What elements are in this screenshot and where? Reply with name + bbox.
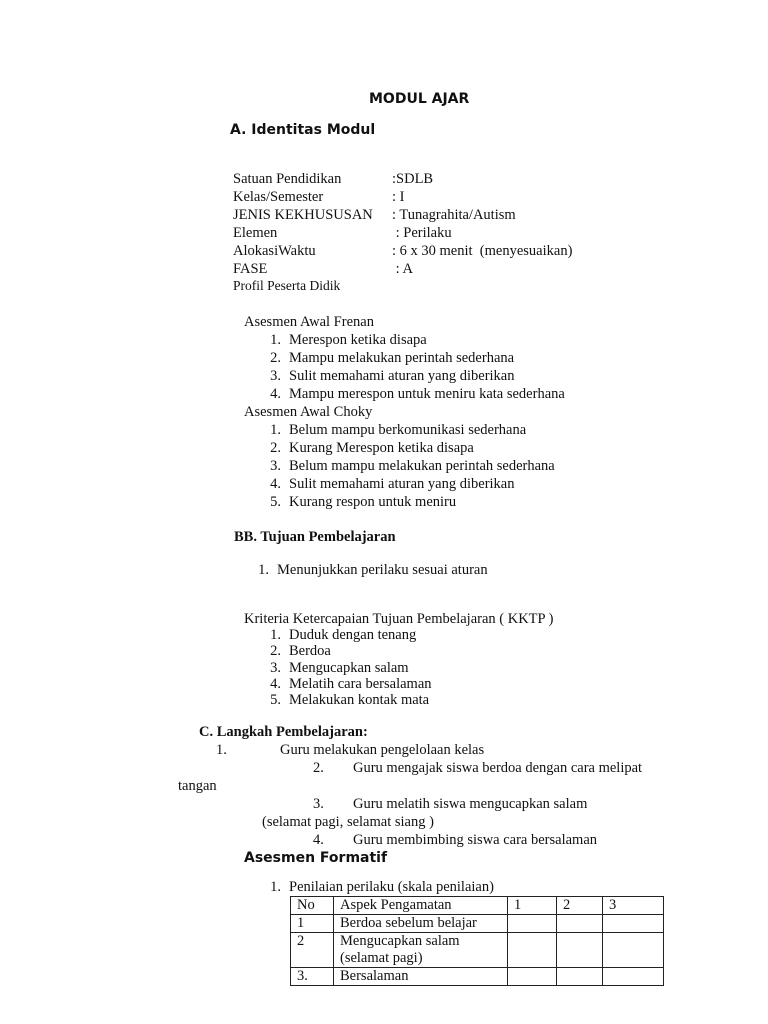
table-cell-score bbox=[508, 915, 557, 933]
list-item: 3. Mengucapkan salam bbox=[270, 660, 409, 676]
asesmen-frenan-heading: Asesmen Awal Frenan bbox=[244, 314, 374, 330]
table-cell-score bbox=[508, 933, 557, 968]
table-row bbox=[291, 933, 664, 968]
identity-label: FASE bbox=[233, 261, 268, 277]
table-cell-no: 1 bbox=[291, 915, 334, 933]
step-text: Guru membimbing siswa cara bersalaman bbox=[353, 832, 598, 848]
step-number: 1. bbox=[216, 742, 227, 758]
table-cell-aspek: Berdoa sebelum belajar bbox=[334, 915, 508, 933]
identity-label: JENIS KEKHUSUSAN bbox=[233, 207, 373, 223]
list-item: 1. Duduk dengan tenang bbox=[270, 627, 417, 643]
identity-label: Elemen bbox=[233, 225, 278, 241]
list-item: 1. Merespon ketika disapa bbox=[270, 332, 427, 348]
table-cell-aspek: Bersalaman bbox=[334, 968, 508, 986]
list-item: 5. Kurang respon untuk meniru bbox=[270, 494, 457, 510]
step-number: 2. bbox=[313, 760, 324, 776]
list-item: 3. Sulit memahami aturan yang diberikan bbox=[270, 368, 515, 384]
asesmen-formatif-heading: Asesmen Formatif bbox=[244, 850, 388, 866]
table-row bbox=[291, 915, 664, 933]
list-item: 4. Mampu merespon untuk meniru kata sederhana bbox=[270, 386, 565, 402]
identity-value: : A bbox=[392, 261, 413, 277]
table-cell-score bbox=[603, 933, 664, 968]
step-text: Guru mengajak siswa berdoa dengan cara melipat bbox=[353, 760, 643, 776]
asesmen-choky-heading: Asesmen Awal Choky bbox=[244, 404, 373, 420]
table-header-cell: No bbox=[291, 897, 334, 915]
list-item: 4. Sulit memahami aturan yang diberikan bbox=[270, 476, 515, 492]
section-a-heading: A. Identitas Modul bbox=[230, 122, 376, 138]
section-c-heading: C. Langkah Pembelajaran: bbox=[199, 724, 368, 740]
step-number: 4. bbox=[313, 832, 324, 848]
table-row bbox=[291, 968, 664, 986]
identity-value: : Tunagrahita/Autism bbox=[392, 207, 516, 223]
profil-label: Profil Peserta Didik bbox=[233, 278, 341, 293]
list-item: 2. Kurang Merespon ketika disapa bbox=[270, 440, 474, 456]
section-b-heading: BB. Tujuan Pembelajaran bbox=[234, 529, 396, 545]
identity-value: : Perilaku bbox=[392, 225, 452, 241]
table-header-cell: Aspek Pengamatan bbox=[334, 897, 508, 915]
identity-label: Satuan Pendidikan bbox=[233, 171, 342, 187]
identity-label: AlokasiWaktu bbox=[233, 243, 316, 259]
table-cell-score bbox=[603, 968, 664, 986]
step-text: Guru melakukan pengelolaan kelas bbox=[280, 742, 485, 758]
table-cell-score bbox=[557, 933, 603, 968]
assessment-table bbox=[290, 896, 664, 986]
identity-value: :SDLB bbox=[392, 171, 434, 187]
list-item: 1. Menunjukkan perilaku sesuai aturan bbox=[258, 562, 488, 578]
list-item: 1. Belum mampu berkomunikasi sederhana bbox=[270, 422, 527, 438]
identity-value: : 6 x 30 menit (menyesuaikan) bbox=[392, 243, 573, 259]
table-header-cell: 2 bbox=[557, 897, 603, 915]
step-text: Guru melatih siswa mengucapkan salam bbox=[353, 796, 588, 812]
table-cell-no: 2 bbox=[291, 933, 334, 968]
list-item: 1. Penilaian perilaku (skala penilaian) bbox=[270, 879, 494, 895]
table-cell-score bbox=[557, 915, 603, 933]
table-cell-aspek: Mengucapkan salam (selamat pagi) bbox=[334, 933, 508, 968]
list-item: 2. Berdoa bbox=[270, 643, 331, 659]
identity-label: Kelas/Semester bbox=[233, 189, 324, 205]
list-item: 4. Melatih cara bersalaman bbox=[270, 676, 432, 692]
table-cell-score bbox=[603, 915, 664, 933]
table-cell-no: 3. bbox=[291, 968, 334, 986]
table-header-row bbox=[291, 897, 664, 915]
kktp-heading: Kriteria Ketercapaian Tujuan Pembelajaran ( KKTP ) bbox=[244, 611, 554, 627]
table-header-cell: 1 bbox=[508, 897, 557, 915]
identity-value: : I bbox=[392, 189, 405, 205]
step-number: 3. bbox=[313, 796, 324, 812]
list-item: 5. Melakukan kontak mata bbox=[270, 692, 430, 708]
table-cell-score bbox=[557, 968, 603, 986]
step-text-continued: tangan bbox=[178, 778, 217, 794]
page-title: MODUL AJAR bbox=[369, 91, 470, 107]
list-item: 3. Belum mampu melakukan perintah sederhana bbox=[270, 458, 555, 474]
step-text-continued: (selamat pagi, selamat siang ) bbox=[262, 814, 434, 830]
list-item: 2. Mampu melakukan perintah sederhana bbox=[270, 350, 515, 366]
table-cell-score bbox=[508, 968, 557, 986]
table-header-cell: 3 bbox=[603, 897, 664, 915]
